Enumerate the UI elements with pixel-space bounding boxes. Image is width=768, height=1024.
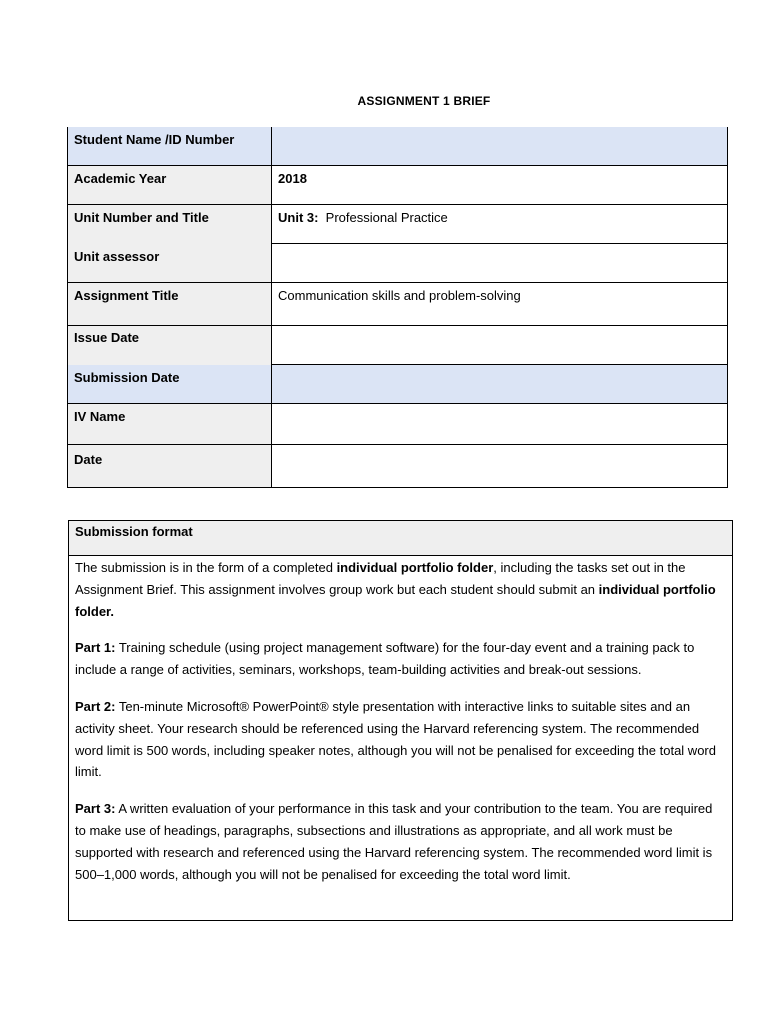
intro-text-1: The submission is in the form of a completed — [75, 560, 337, 575]
submission-format-body — [69, 556, 732, 885]
issue-date-value — [272, 326, 728, 365]
part2-paragraph — [75, 696, 726, 783]
issue-date-label: Issue Date — [68, 326, 272, 365]
assignment-info-table — [67, 127, 728, 488]
iv-name-value — [272, 404, 728, 445]
unit-value — [272, 205, 728, 244]
unit-title: Professional Practice — [318, 210, 448, 225]
assignment-title-value: Communication skills and problem-solving — [272, 283, 728, 326]
part1-label: Part 1: — [75, 640, 116, 656]
assessor-row — [68, 244, 728, 283]
submission-format-box — [68, 520, 733, 921]
intro-text-2: , including the tasks set out in the Assignment Brief. This assignment involves group work but each student should submit an — [75, 560, 686, 597]
assessor-label: Unit assessor — [68, 244, 272, 283]
part3-text: A written evaluation of your performance in this task and your contribution to the team. You are required to make use of headings, paragraphs, subsections and illustrations as appropriate, and all work must be supported with research and referenced using the Harvard referencing system. The recommended word limit is 500–1,000 words, although you will not be penalised for exceeding the total word limit. — [75, 801, 713, 882]
unit-label: Unit Number and Title — [68, 205, 272, 244]
student-row — [68, 127, 728, 166]
student-value — [272, 127, 728, 166]
part3-paragraph — [75, 798, 726, 885]
intro-bold-2: individual portfolio folder. — [75, 581, 716, 619]
submission-format-heading: Submission format — [69, 521, 732, 556]
date-label: Date — [68, 445, 272, 488]
assessor-value — [272, 244, 728, 283]
part3-label: Part 3: — [75, 801, 116, 817]
academic-year-label: Academic Year — [68, 166, 272, 205]
part1-paragraph — [75, 637, 726, 681]
date-value — [272, 445, 728, 488]
academic-year-row — [68, 166, 728, 205]
intro-bold-1: individual portfolio folder — [336, 560, 494, 575]
unit-number: Unit 3: — [278, 210, 319, 225]
academic-year-value: 2018 — [272, 166, 728, 205]
iv-name-row — [68, 404, 728, 445]
assignment-title-row — [68, 283, 728, 326]
part1-text: Training schedule (using project management software) for the four-day event and a training pack to include a range of activities, seminars, workshops, team-building activities and break-out sessions. — [75, 640, 695, 678]
date-row — [68, 445, 728, 488]
issue-date-row — [68, 326, 728, 365]
submission-date-label: Submission Date — [68, 365, 272, 404]
assignment-title-label: Assignment Title — [68, 283, 272, 326]
unit-row — [68, 205, 728, 244]
intro-paragraph — [75, 557, 726, 622]
iv-name-label: IV Name — [68, 404, 272, 445]
student-label: Student Name /ID Number — [68, 127, 272, 166]
submission-date-row — [68, 365, 728, 404]
part2-text: Ten-minute Microsoft® PowerPoint® style presentation with interactive links to suitable sites and an activity sheet. Your research should be referenced using the Harvard referencing system. The recommended word limit is 500 words, including speaker notes, although you will not be penalised for exceeding the total word limit. — [75, 698, 716, 780]
part2-label: Part 2: — [75, 698, 116, 714]
document-title: ASSIGNMENT 1 BRIEF — [357, 94, 491, 108]
submission-date-value — [272, 365, 728, 404]
